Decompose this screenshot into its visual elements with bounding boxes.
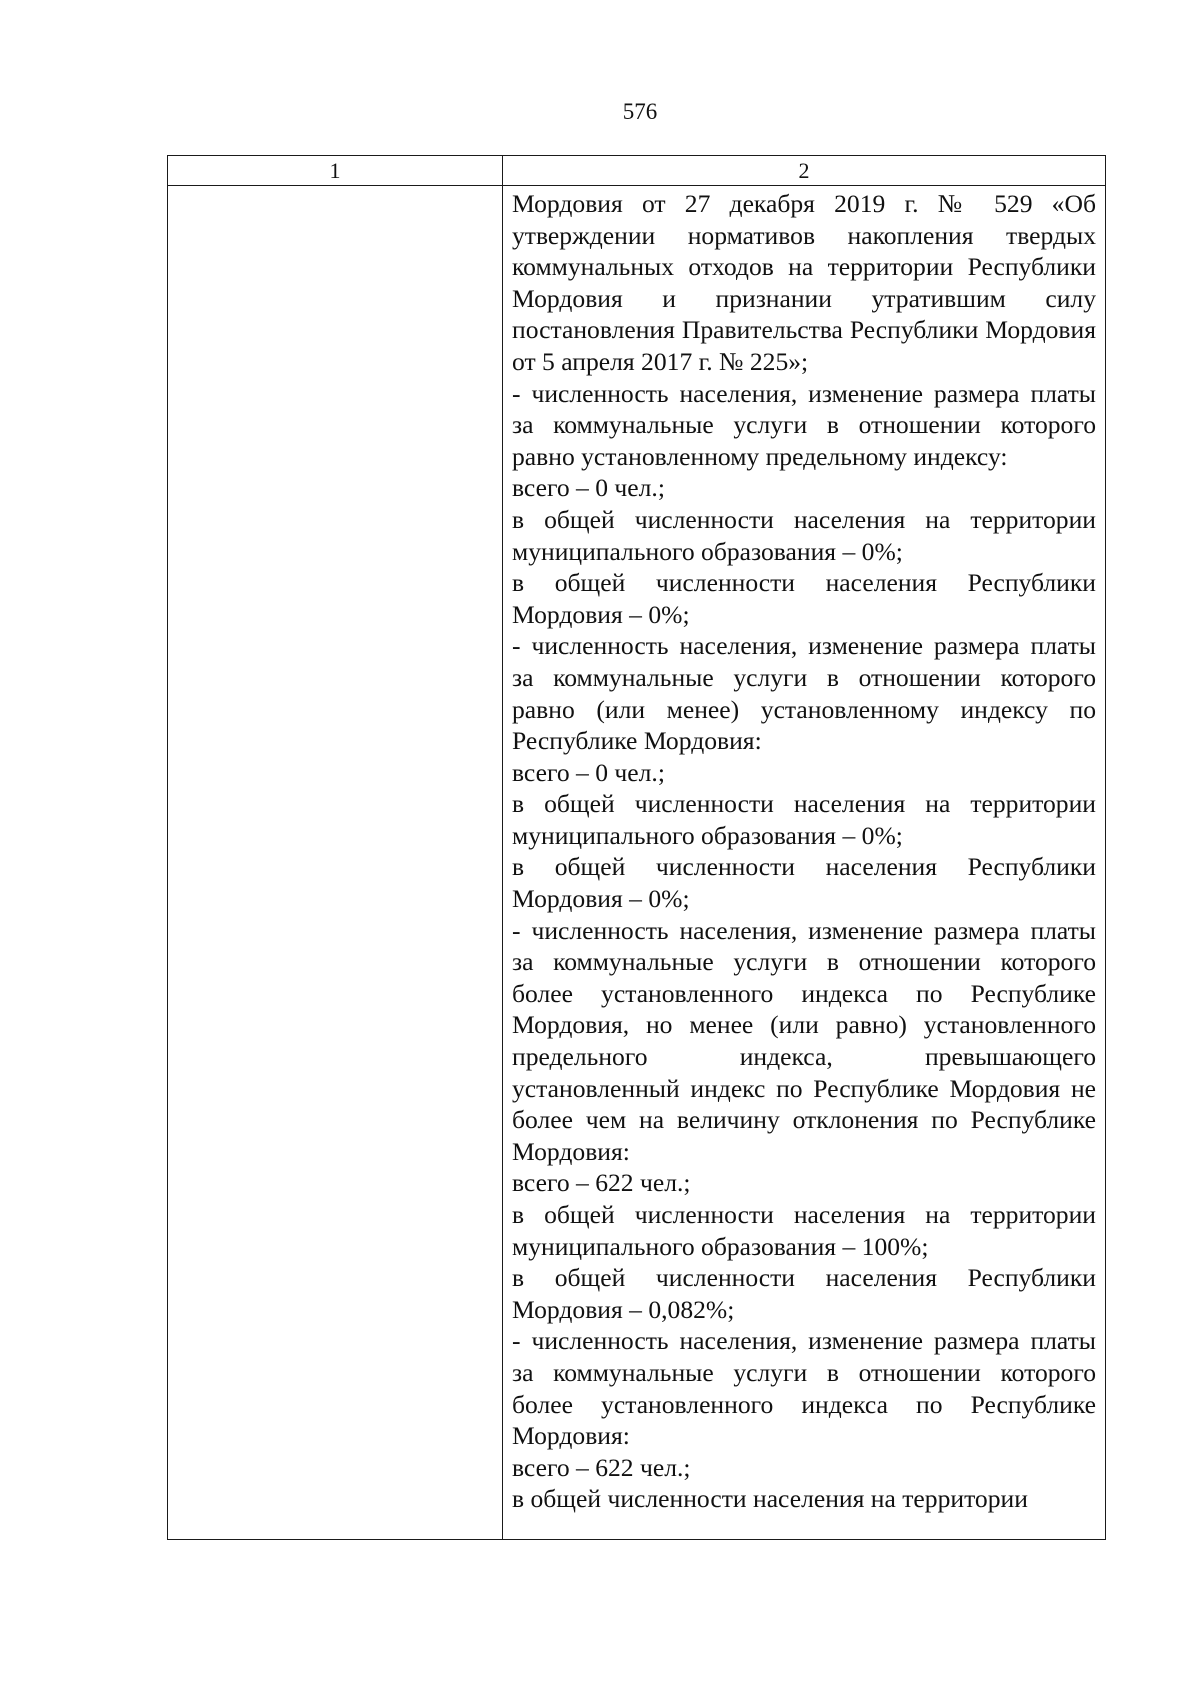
table-body-row bbox=[168, 186, 1106, 1540]
paragraph-municipal-share: в общей численности населения на территории муниципального образования – 100%; bbox=[512, 1200, 1096, 1261]
paragraph-republic-share: в общей численности населения Республики Мордовия – 0%; bbox=[512, 852, 1096, 914]
paragraph-republic-share: в общей численности населения Республики Мордовия – 0%; bbox=[512, 568, 1096, 629]
paragraph-republic-share: в общей численности населения Республики Мордовия – 0,082%; bbox=[512, 1263, 1096, 1324]
paragraph-municipal-share-continued: в общей численности населения на территории bbox=[512, 1484, 1028, 1514]
column-1-cell bbox=[168, 186, 503, 1540]
paragraph-municipal-share: в общей численности населения на территории муниципального образования – 0%; bbox=[512, 789, 1096, 850]
column-header-1: 1 bbox=[168, 156, 503, 186]
table-header-row bbox=[168, 156, 1106, 186]
column-2-cell bbox=[503, 186, 1106, 1540]
page-number: 576 bbox=[622, 99, 658, 124]
column-header-2: 2 bbox=[503, 156, 1106, 186]
paragraph-total: всего – 0 чел.; bbox=[512, 473, 665, 503]
paragraph-population-above-index-within-limit: - численность населения, изменение размера платы за коммунальные услуги в отношении которого более установленного индекса по Республике Мордовия, но менее (или равно) установленного предельного индекса, превышающего установленный индекс по Республике Мордовия не более чем на величину отклонения по Республике Мордовия: bbox=[512, 915, 1096, 1166]
paragraph-total: всего – 622 чел.; bbox=[512, 1168, 691, 1198]
paragraph-resolution-title: Мордовия от 27 декабря 2019 г. № 529 «Об утверждении нормативов накопления твердых коммунальных отходов на территории Республики Мордовия и признании утратившим силу постановления Правительства Республики Мордовия от 5 апреля 2017 г. № 225»; bbox=[512, 189, 1096, 376]
paragraph-population-above-index: - численность населения, изменение размера платы за коммунальные услуги в отношении которого более установленного индекса по Республике Мордовия: bbox=[512, 1326, 1096, 1451]
paragraph-population-equal-or-less-index: - численность населения, изменение размера платы за коммунальные услуги в отношении которого равно (или менее) установленному индексу по Республике Мордовия: bbox=[512, 631, 1096, 756]
paragraph-total: всего – 622 чел.; bbox=[512, 1452, 691, 1482]
paragraph-population-equal-limit-index: - численность населения, изменение размера платы за коммунальные услуги в отношении которого равно установленному предельному индексу: bbox=[512, 378, 1096, 471]
paragraph-municipal-share: в общей численности населения на территории муниципального образования – 0%; bbox=[512, 504, 1096, 566]
document-table bbox=[167, 155, 1106, 1540]
paragraph-total: всего – 0 чел.; bbox=[512, 757, 665, 787]
